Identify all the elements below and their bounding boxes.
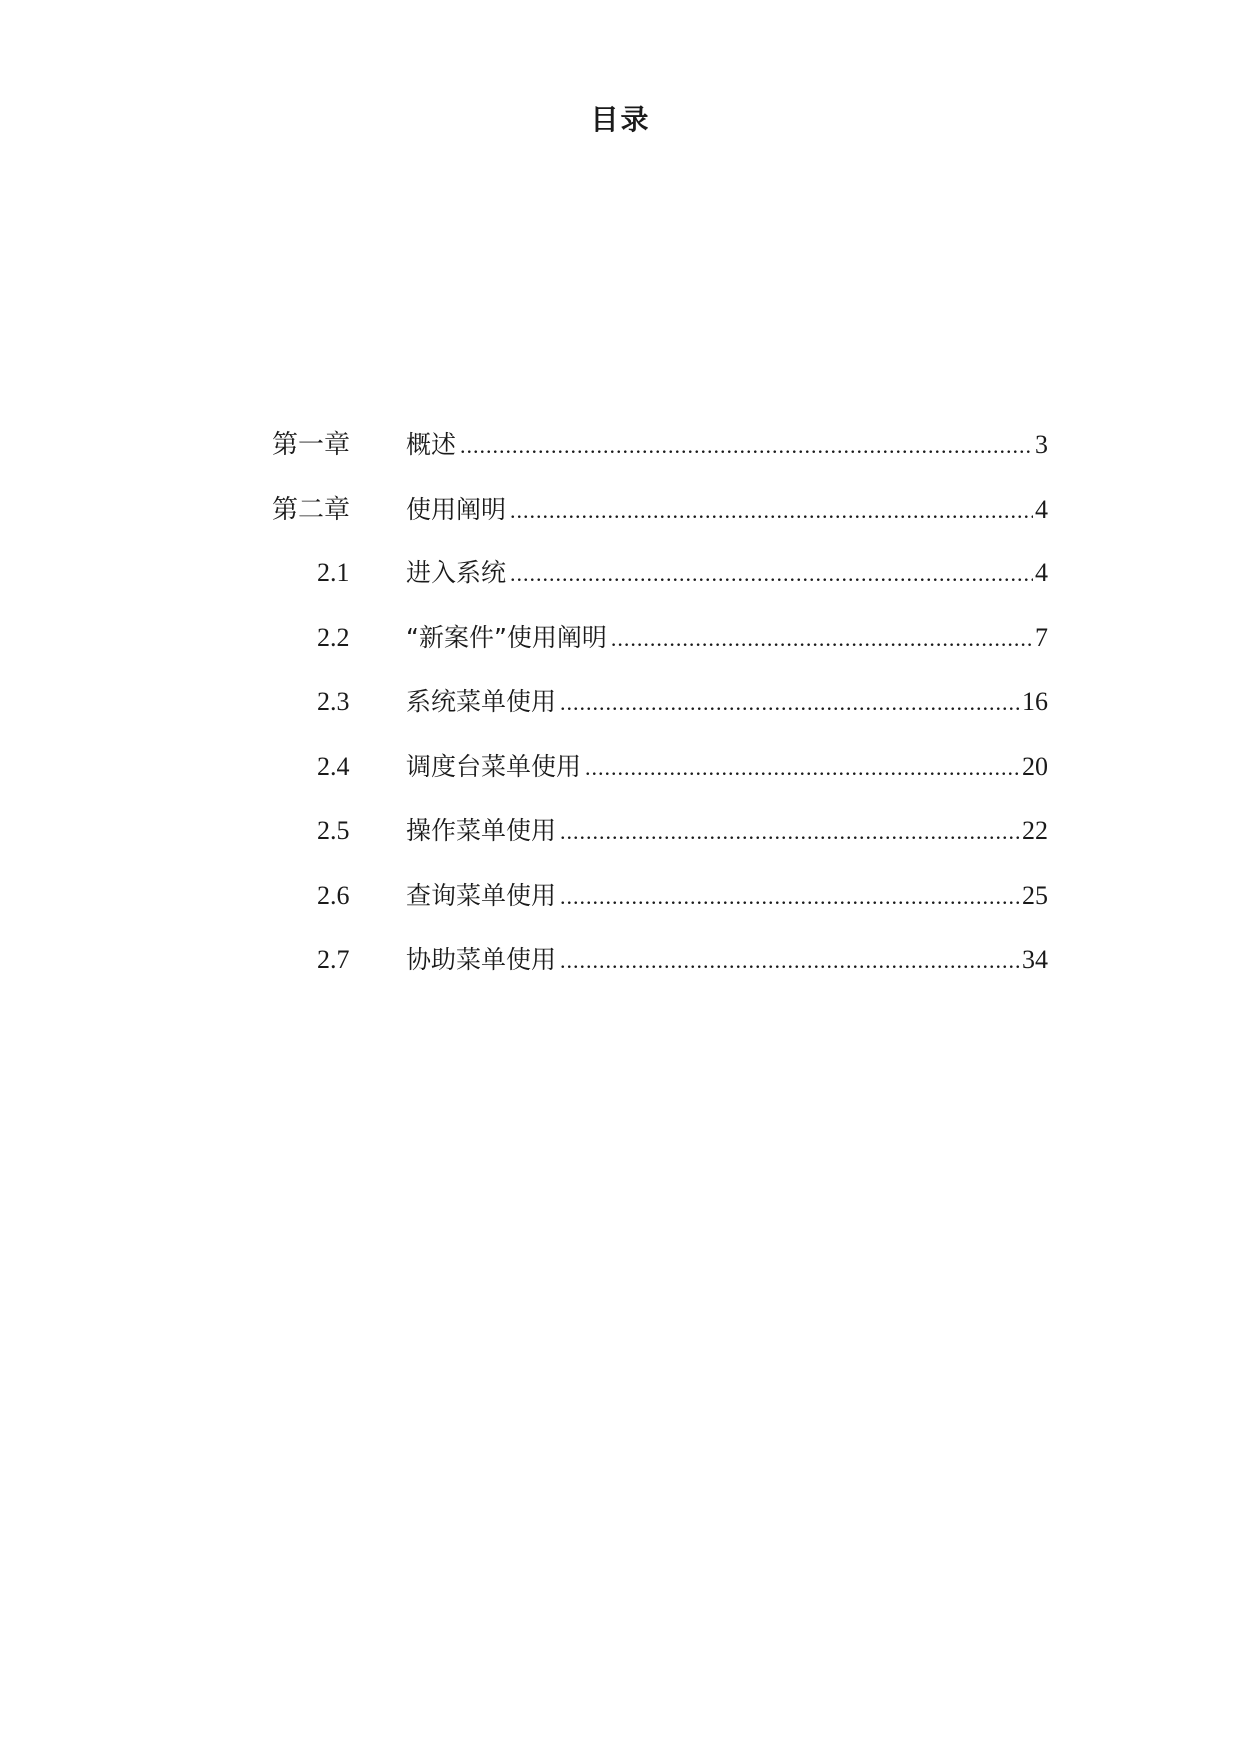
toc-entry-number: 2.2 xyxy=(317,622,350,652)
toc-dot-leader xyxy=(510,561,1033,587)
toc-entry-number: 2.1 xyxy=(317,558,350,587)
toc-entry-title: 使用阐明 xyxy=(406,494,507,524)
toc-entry-title: 进入系统 xyxy=(406,558,507,587)
toc-entry[interactable] xyxy=(272,489,1048,554)
toc-entry[interactable] xyxy=(272,553,1048,618)
toc-entry-number: 第一章 xyxy=(272,430,351,459)
table-of-contents xyxy=(272,424,1048,1005)
toc-entry-number: 第二章 xyxy=(272,494,351,524)
toc-dot-leader xyxy=(560,884,1020,910)
toc-entry-title: 查询菜单使用 xyxy=(406,880,557,910)
toc-entry-page: 7 xyxy=(1035,622,1048,652)
toc-entry-number: 2.3 xyxy=(317,687,350,716)
toc-dot-leader xyxy=(611,626,1033,652)
toc-entry[interactable] xyxy=(272,747,1048,812)
toc-entry-page: 20 xyxy=(1022,751,1048,781)
toc-dot-leader xyxy=(560,948,1020,974)
toc-entry-number: 2.4 xyxy=(317,751,350,781)
toc-entry-title: “新案件”使用阐明 xyxy=(406,622,607,652)
toc-entry-title: 协助菜单使用 xyxy=(406,945,557,974)
toc-entry-page: 4 xyxy=(1035,494,1048,524)
toc-entry-page: 3 xyxy=(1035,430,1048,459)
toc-entry[interactable] xyxy=(272,876,1048,941)
toc-dot-leader xyxy=(585,755,1020,781)
toc-entry[interactable] xyxy=(272,811,1048,876)
toc-entry-page: 25 xyxy=(1022,880,1048,910)
toc-entry-title: 操作菜单使用 xyxy=(406,816,557,845)
toc-entry-page: 22 xyxy=(1022,816,1048,845)
toc-dot-leader xyxy=(560,819,1020,845)
toc-entry-number: 2.7 xyxy=(317,945,350,974)
toc-entry[interactable] xyxy=(272,940,1048,1005)
toc-entry-page: 4 xyxy=(1035,558,1048,587)
toc-entry-page: 16 xyxy=(1022,687,1048,716)
toc-entry-page: 34 xyxy=(1022,945,1048,974)
page-title: 目录 xyxy=(590,103,651,136)
toc-entry-number: 2.6 xyxy=(317,880,350,910)
toc-entry-title: 调度台菜单使用 xyxy=(406,751,582,781)
toc-entry-title: 概述 xyxy=(406,430,457,459)
toc-dot-leader xyxy=(560,690,1020,716)
toc-dot-leader xyxy=(510,498,1033,524)
toc-dot-leader xyxy=(460,433,1033,459)
toc-entry[interactable] xyxy=(272,618,1048,683)
toc-entry-number: 2.5 xyxy=(317,816,350,845)
toc-entry-title: 系统菜单使用 xyxy=(406,687,557,716)
toc-entry[interactable] xyxy=(272,424,1048,489)
toc-entry[interactable] xyxy=(272,682,1048,747)
